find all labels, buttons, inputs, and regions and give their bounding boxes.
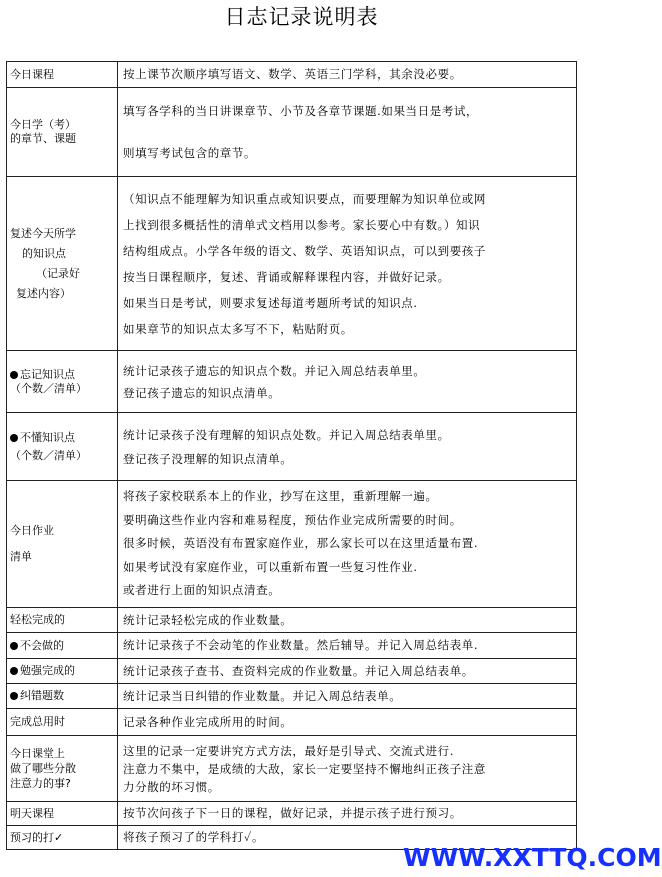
label-line: 忘记知识点 bbox=[10, 368, 114, 382]
table-row bbox=[7, 709, 577, 736]
content-line: 结构组成点。小学各年级的语文、数学、英语知识点，可以到要孩子 bbox=[123, 243, 486, 258]
label-line: 轻松完成的 bbox=[10, 613, 65, 626]
content-line: 统计记录当日纠错的作业数量。并记入周总结表单。 bbox=[123, 688, 402, 703]
row-label bbox=[7, 659, 118, 684]
row-content bbox=[118, 802, 577, 826]
row-content bbox=[118, 351, 577, 413]
row-label bbox=[7, 633, 118, 659]
label-line: 做了哪些分散 bbox=[10, 762, 76, 775]
row-content bbox=[118, 684, 577, 709]
content-line: 记录各种作业完成所用的时间。 bbox=[123, 714, 293, 729]
label-line: 的知识点 bbox=[22, 246, 66, 260]
content-line: 或者进行上面的知识点清查。 bbox=[123, 583, 281, 598]
content-line: 则填写考试包含的章节。 bbox=[123, 146, 257, 160]
content-line: 将孩子预习了的学科打✓。 bbox=[123, 830, 265, 844]
table-row bbox=[7, 608, 577, 633]
label-line: 今日课程 bbox=[10, 67, 54, 81]
label-line: 完成总用时 bbox=[10, 715, 65, 728]
label-line: 注意力的事? bbox=[10, 777, 71, 790]
row-label bbox=[7, 802, 118, 826]
label-line: 今日作业 bbox=[10, 524, 54, 537]
content-line: 登记孩子没理解的知识点清单。 bbox=[123, 451, 293, 466]
row-content bbox=[118, 88, 577, 177]
content-line: 如果章节的知识点太多写不下，粘贴附页。 bbox=[123, 321, 353, 336]
row-content bbox=[118, 413, 577, 481]
row-label bbox=[7, 88, 118, 177]
content-line: 如果考试没有家庭作业，可以重新布置一些复习性作业. bbox=[123, 559, 418, 574]
bullet-icon bbox=[10, 642, 18, 650]
bullet-icon bbox=[10, 667, 18, 675]
content-line: 力分散的坏习惯。 bbox=[123, 779, 220, 794]
row-content bbox=[118, 633, 577, 659]
row-label bbox=[7, 608, 118, 633]
row-label bbox=[7, 736, 118, 802]
label-line: （个数／清单） bbox=[10, 381, 87, 395]
table-row bbox=[7, 62, 577, 88]
bullet-icon bbox=[10, 371, 18, 379]
row-label bbox=[7, 413, 118, 481]
row-content bbox=[118, 659, 577, 684]
content-line: 如果当日是考试，则要求复述每道考题所考试的知识点. bbox=[123, 295, 418, 310]
label-line: 今日课堂上 bbox=[10, 747, 65, 760]
table-row bbox=[7, 659, 577, 684]
content-line: 统计记录孩子不会动笔的作业数量。然后辅导。并记入周总结表单. bbox=[123, 638, 479, 652]
table-row bbox=[7, 413, 577, 481]
row-label bbox=[7, 481, 118, 608]
content-line: 很多时候，英语没有布置家庭作业，那么家长可以在这里适量布置. bbox=[123, 536, 479, 551]
row-content bbox=[118, 177, 577, 351]
table-row bbox=[7, 684, 577, 709]
content-line: 按上课节次顺序填写语文、数学、英语三门学科，其余没必要。 bbox=[123, 67, 462, 81]
label-line: 预习的打✓ bbox=[10, 830, 64, 844]
row-label bbox=[7, 62, 118, 88]
row-label bbox=[7, 709, 118, 736]
table-row bbox=[7, 88, 577, 177]
content-line: （知识点不能理解为知识重点或知识要点，而要理解为知识单位或网 bbox=[123, 191, 486, 206]
content-line: 将孩子家校联系本上的作业，抄写在这里，重新理解一遍。 bbox=[123, 489, 438, 504]
table-row bbox=[7, 351, 577, 413]
content-line: 统计记录轻松完成的作业数量。 bbox=[123, 612, 293, 627]
bullet-icon bbox=[10, 692, 18, 700]
content-line: 注意力不集中，是成绩的大敌，家长一定要坚持不懈地纠正孩子注意 bbox=[123, 761, 486, 776]
log-table bbox=[6, 61, 577, 850]
content-line: 这里的记录一定要讲究方式方法，最好是引导式、交流式进行. bbox=[123, 743, 454, 758]
page-title: 日志记录说明表 bbox=[224, 5, 379, 29]
row-label bbox=[7, 684, 118, 709]
content-line: 填写各学科的当日讲课章节、小节及各章节课题.如果当日是考试， bbox=[123, 104, 479, 118]
label-line: 不会做的 bbox=[10, 639, 114, 653]
row-label bbox=[7, 351, 118, 413]
content-line: 按节次问孩子下一日的课程，做好记录，并提示孩子进行预习。 bbox=[123, 806, 462, 820]
content-line: 按当日课程顺序，复述、背诵或解释课程内容，并做好记录。 bbox=[123, 269, 450, 284]
content-line: 要明确这些作业内容和难易程度，预估作业完成所需要的时间。 bbox=[123, 512, 462, 527]
table-row bbox=[7, 177, 577, 351]
content-line: 统计记录孩子遗忘的知识点个数。并记入周总结表单里。 bbox=[123, 363, 426, 378]
table-row bbox=[7, 736, 577, 802]
label-line: 复述内容） bbox=[16, 286, 71, 300]
row-content bbox=[118, 608, 577, 633]
content-line: 统计记录孩子没有理解的知识点处数。并记入周总结表单里。 bbox=[123, 427, 450, 442]
content-line: 上找到很多概括性的清单式文档用以参考。家长要心中有数。）知识 bbox=[123, 217, 481, 232]
table-row bbox=[7, 633, 577, 659]
row-content bbox=[118, 481, 577, 608]
bullet-icon bbox=[10, 434, 18, 442]
label-line: 复述今天所学 bbox=[10, 226, 76, 240]
label-line: （个数／清单） bbox=[10, 448, 87, 462]
table-row bbox=[7, 802, 577, 826]
row-content bbox=[118, 736, 577, 802]
watermark-url: WWW.XXTTQ.COM bbox=[403, 843, 662, 872]
content-line: 登记孩子遗忘的知识点清单。 bbox=[123, 385, 281, 400]
label-line: 清单 bbox=[10, 550, 32, 563]
label-line: 不懂知识点 bbox=[10, 429, 114, 447]
label-line: 的章节、课题 bbox=[10, 132, 76, 145]
label-line: 今日学（考） bbox=[10, 118, 76, 131]
row-content bbox=[118, 709, 577, 736]
label-line: 勉强完成的 bbox=[10, 664, 114, 678]
row-label bbox=[7, 826, 118, 850]
label-line: 纠错题数 bbox=[10, 689, 114, 703]
row-label bbox=[7, 177, 118, 351]
table-row bbox=[7, 481, 577, 608]
label-line: （记录好 bbox=[36, 266, 80, 280]
label-line: 明天课程 bbox=[10, 806, 54, 820]
row-content bbox=[118, 62, 577, 88]
content-line: 统计记录孩子查书、查资料完成的作业数量。并记入周总结表单。 bbox=[123, 663, 474, 678]
